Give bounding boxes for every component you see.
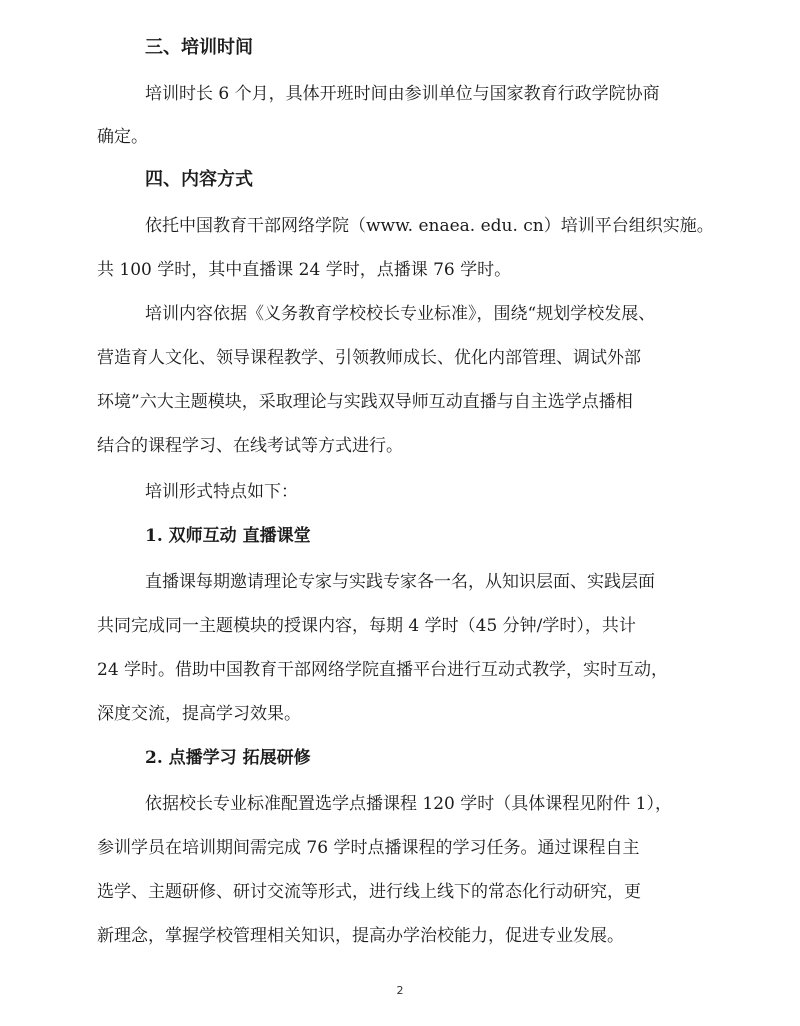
item-heading-live-class: 1. 双师互动 直播课堂 bbox=[145, 526, 311, 546]
paragraph-line: 共同完成同一主题模块的授课内容，每期 4 学时（45 分钟/学时），共计 bbox=[97, 616, 636, 636]
paragraph-line: 培训时长 6 个月，具体开班时间由参训单位与国家教育行政学院协商 bbox=[145, 84, 660, 104]
page-number: 2 bbox=[396, 984, 404, 997]
paragraph-line: 确定。 bbox=[97, 127, 148, 147]
paragraph-line: 培训形式特点如下： bbox=[145, 482, 298, 502]
paragraph-line: 选学、主题研修、研讨交流等形式，进行线上线下的常态化行动研究，更 bbox=[97, 882, 641, 902]
paragraph-line: 24 学时。借助中国教育干部网络学院直播平台进行互动式教学，实时互动， bbox=[97, 660, 669, 680]
paragraph-line: 依据校长专业标准配置选学点播课程 120 学时（具体课程见附件 1）， bbox=[145, 794, 672, 814]
paragraph-line: 新理念，掌握学校管理相关知识，提高办学治校能力，促进专业发展。 bbox=[97, 926, 624, 946]
paragraph-line: 结合的课程学习、在线考试等方式进行。 bbox=[97, 436, 403, 456]
paragraph-line: 环境”六大主题模块，采取理论与实践双导师互动直播与自主选学点播相 bbox=[97, 392, 633, 412]
paragraph-line: 培训内容依据《义务教育学校校长专业标准》，围绕“规划学校发展、 bbox=[145, 304, 656, 324]
paragraph-line: 参训学员在培训期间需完成 76 学时点播课程的学习任务。通过课程自主 bbox=[97, 838, 640, 858]
paragraph-line: 直播课每期邀请理论专家与实践专家各一名，从知识层面、实践层面 bbox=[145, 572, 655, 592]
paragraph-line: 营造育人文化、领导课程教学、引领教师成长、优化内部管理、调试外部 bbox=[97, 348, 641, 368]
paragraph-line: 深度交流，提高学习效果。 bbox=[97, 704, 301, 724]
paragraph-line: 依托中国教育干部网络学院（www. enaea. edu. cn）培训平台组织实施。 bbox=[145, 216, 714, 236]
paragraph-line: 共 100 学时，其中直播课 24 学时，点播课 76 学时。 bbox=[97, 260, 512, 280]
section-heading-training-time: 三、培训时间 bbox=[145, 37, 253, 58]
item-heading-on-demand: 2. 点播学习 拓展研修 bbox=[145, 748, 311, 768]
section-heading-content-method: 四、内容方式 bbox=[145, 169, 253, 190]
